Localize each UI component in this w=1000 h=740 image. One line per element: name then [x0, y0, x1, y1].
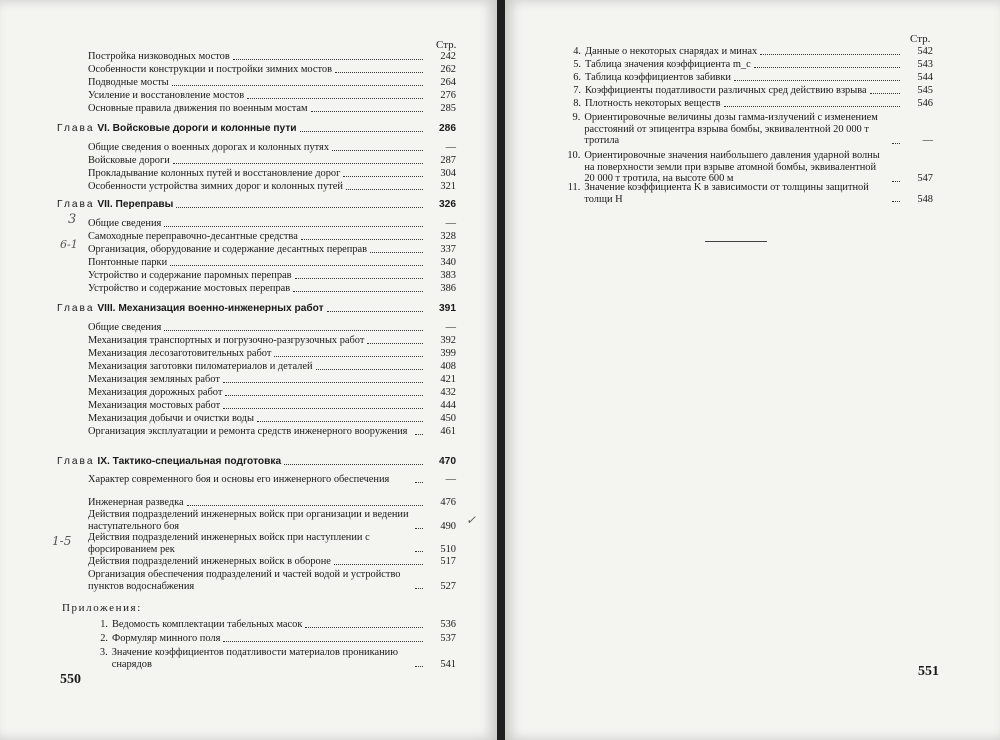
chapter-heading: Глава VIII. Механизация военно-инженерных работ 391 — [57, 303, 456, 314]
toc-entry: Механизация добычи и очистки воды 450 — [88, 413, 456, 424]
toc-entry: Общие сведения о военных дорогах и колонных путях — — [88, 142, 456, 153]
handwritten-note: 1-5 — [52, 534, 72, 548]
toc-entry: 1. Ведомость комплектации табельных масок 536 — [100, 619, 456, 630]
toc-entry: 2. Формуляр минного поля 537 — [100, 633, 456, 644]
toc-entry: 7. Коэффициенты податливости различных сред действию взрыва 545 — [573, 85, 933, 96]
toc-entry: 3. Значение коэффициентов податливости материалов прониканию снарядов 541 — [99, 647, 456, 670]
handwritten-note: 6-1 — [60, 238, 78, 251]
toc-entry: Действия подразделений инженерных войск при наступлении с форсированием рек 510 — [88, 532, 456, 555]
appendix-title: Приложения: — [62, 602, 142, 614]
toc-entry: Прокладывание колонных путей и восстановление дорог 304 — [88, 168, 456, 179]
book-gutter — [497, 0, 505, 740]
page-number: 551 — [918, 664, 939, 679]
toc-entry: Постройка низководных мостов 242 — [88, 51, 456, 62]
toc-entry: Инженерная разведка 476 — [88, 497, 456, 508]
page-column-header: Стр. — [910, 33, 931, 45]
end-rule — [705, 241, 767, 242]
chapter-heading: Глава IX. Тактико-специальная подготовка 470 — [57, 456, 456, 467]
toc-entry: Механизация земляных работ 421 — [88, 374, 456, 385]
page-column-header: Стр. — [436, 39, 457, 51]
handwritten-note: 3 — [68, 212, 77, 227]
toc-entry: Понтонные парки 340 — [88, 257, 456, 268]
toc-entry: Подводные мосты 264 — [88, 77, 456, 88]
toc-entry: Механизация мостовых работ 444 — [88, 400, 456, 411]
toc-entry: 11. Значение коэффициента K в зависимости от толщины защитной толщи H 548 — [567, 182, 933, 205]
left-page — [0, 0, 497, 740]
toc-entry: 8. Плотность некоторых веществ 546 — [573, 98, 933, 109]
toc-entry: Механизация дорожных работ 432 — [88, 387, 456, 398]
toc-entry: Действия подразделений инженерных войск в обороне 517 — [88, 556, 456, 567]
chapter-heading: Глава VI. Войсковые дороги и колонные пути 286 — [57, 123, 456, 134]
toc-entry: Основные правила движения по военным мостам 285 — [88, 103, 456, 114]
toc-entry: Войсковые дороги 287 — [88, 155, 456, 166]
toc-entry: Действия подразделений инженерных войск при организации и ведении наступательного боя 490 — [88, 509, 456, 532]
toc-entry: Общие сведения — — [88, 322, 456, 333]
chapter-heading: Глава VII. Переправы 326 — [57, 199, 456, 210]
toc-entry: Механизация лесозаготовительных работ 399 — [88, 348, 456, 359]
toc-entry: Особенности конструкции и постройки зимних мостов 262 — [88, 64, 456, 75]
toc-entry: 9. Ориентировочные величины дозы гамма-излучений с изменением расстояний от эпицентра взрыва бомбы, эквивалентной 20 000 т тротила — — [572, 112, 933, 146]
toc-entry: Общие сведения — — [88, 218, 456, 229]
toc-entry: Особенности устройства зимних дорог и колонных путей 321 — [88, 181, 456, 192]
toc-entry: Организация эксплуатации и ремонта средств инженерного вооружения 461 — [88, 426, 456, 437]
toc-entry: Усиление и восстановление мостов 276 — [88, 90, 456, 101]
toc-entry: Механизация транспортных и погрузочно-разгрузочных работ 392 — [88, 335, 456, 346]
toc-entry: 4. Данные о некоторых снарядах и минах 542 — [573, 46, 933, 57]
toc-entry: 5. Таблица значения коэффициента m_c 543 — [573, 59, 933, 70]
toc-entry: Самоходные переправочно-десантные средства 328 — [88, 231, 456, 242]
page-number: 550 — [60, 672, 81, 687]
toc-entry: Устройство и содержание паромных переправ 383 — [88, 270, 456, 281]
handwritten-checkmark: ✓ — [466, 513, 477, 527]
toc-entry: Характер современного боя и основы его инженерного обеспечения — — [88, 474, 456, 485]
toc-entry: 10. Ориентировочные значения наибольшего давления ударной волны на поверхности земли при взрыве атомной бомбы, эквивалентной 20 000 т тротила, на высоте 600 м 547 — [567, 150, 933, 184]
toc-entry: Механизация заготовки пиломатериалов и деталей 408 — [88, 361, 456, 372]
toc-entry: 6. Таблица коэффициентов забивки 544 — [573, 72, 933, 83]
toc-entry: Организация обеспечения подразделений и частей водой и устройство пунктов водоснабжения 527 — [88, 569, 456, 592]
toc-entry: Организация, оборудование и содержание десантных переправ 337 — [88, 244, 456, 255]
right-page — [505, 0, 1000, 740]
toc-entry: Устройство и содержание мостовых переправ 386 — [88, 283, 456, 294]
